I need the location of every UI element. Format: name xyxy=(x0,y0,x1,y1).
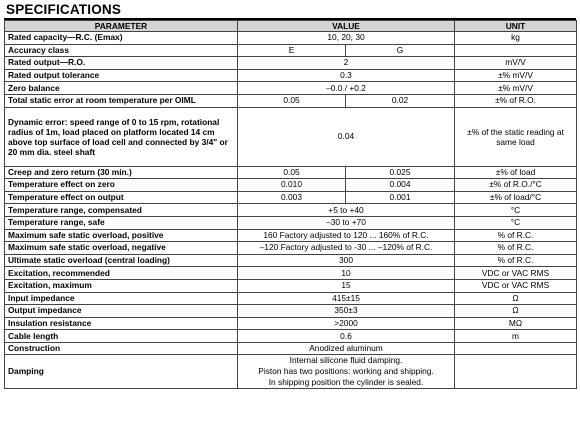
value-cell: 160 Factory adjusted to 120 ... 160% of R.C. xyxy=(238,229,455,242)
param-cell: Temperature range, compensated xyxy=(5,204,238,217)
param-cell: Maximum safe static overload, negative xyxy=(5,242,238,255)
table-row xyxy=(5,292,577,305)
unit-cell: ±% mV/V xyxy=(455,69,577,82)
value-cell: 0.6 xyxy=(238,330,455,343)
param-cell: Temperature effect on zero xyxy=(5,179,238,192)
table-row xyxy=(5,279,577,292)
damping-line: Piston has two positions: working and shipping. xyxy=(258,366,434,377)
value-cell-g: 0.02 xyxy=(346,94,455,107)
header-row xyxy=(5,21,577,32)
param-cell: Rated output—R.O. xyxy=(5,57,238,70)
table-row xyxy=(5,44,577,57)
param-cell: Creep and zero return (30 min.) xyxy=(5,166,238,179)
table-row xyxy=(5,267,577,280)
param-cell: Rated output tolerance xyxy=(5,69,238,82)
unit-cell: MΩ xyxy=(455,317,577,330)
specifications-sheet xyxy=(4,2,576,389)
unit-cell xyxy=(455,342,577,355)
value-cell xyxy=(238,355,455,389)
table-row xyxy=(5,216,577,229)
unit-cell: % of R.C. xyxy=(455,254,577,267)
unit-cell: Ω xyxy=(455,305,577,318)
table-row xyxy=(5,330,577,343)
value-cell: 350±3 xyxy=(238,305,455,318)
param-cell: Damping xyxy=(5,355,238,389)
unit-cell: VDC or VAC RMS xyxy=(455,279,577,292)
page-title: SPECIFICATIONS xyxy=(4,2,576,20)
table-row xyxy=(5,342,577,355)
unit-cell: mV/V xyxy=(455,57,577,70)
table-row xyxy=(5,32,577,45)
unit-cell: ±% of load xyxy=(455,166,577,179)
value-cell-e: E xyxy=(238,44,346,57)
value-cell: 15 xyxy=(238,279,455,292)
table-row xyxy=(5,242,577,255)
value-cell-g: G xyxy=(346,44,455,57)
table-row xyxy=(5,204,577,217)
unit-cell: ±% mV/V xyxy=(455,82,577,95)
value-cell: Anodized aluminum xyxy=(238,342,455,355)
damping-line: In shipping position the cylinder is sealed. xyxy=(268,377,424,388)
value-cell-e: 0.05 xyxy=(238,94,346,107)
param-cell: Rated capacity—R.C. (Emax) xyxy=(5,32,238,45)
unit-cell: % of R.C. xyxy=(455,229,577,242)
param-cell: Output impedance xyxy=(5,305,238,318)
param-cell: Insulation resistance xyxy=(5,317,238,330)
unit-cell: VDC or VAC RMS xyxy=(455,267,577,280)
unit-cell xyxy=(455,44,577,57)
table-row xyxy=(5,82,577,95)
unit-cell: ±% of the static reading at same load xyxy=(455,107,577,166)
value-cell: 10 xyxy=(238,267,455,280)
value-cell-g: 0.025 xyxy=(346,166,455,179)
table-row xyxy=(5,254,577,267)
unit-cell: ±% of R.O. xyxy=(455,94,577,107)
param-cell: Accuracy class xyxy=(5,44,238,57)
param-cell: Input impedance xyxy=(5,292,238,305)
table-row xyxy=(5,166,577,179)
param-cell: Excitation, recommended xyxy=(5,267,238,280)
value-cell-e: 0.05 xyxy=(238,166,346,179)
param-cell: Zero balance xyxy=(5,82,238,95)
value-cell-e: 0.003 xyxy=(238,191,346,204)
value-cell: +5 to +40 xyxy=(238,204,455,217)
table-row xyxy=(5,57,577,70)
param-cell: Maximum safe static overload, positive xyxy=(5,229,238,242)
table-row xyxy=(5,305,577,318)
unit-cell: kg xyxy=(455,32,577,45)
param-cell: Total static error at room temperature per OIML xyxy=(5,94,238,107)
value-cell-e: 0.010 xyxy=(238,179,346,192)
unit-cell: % of R.C. xyxy=(455,242,577,255)
unit-cell: ±% of load/°C xyxy=(455,191,577,204)
value-cell: 415±15 xyxy=(238,292,455,305)
unit-cell xyxy=(455,355,577,389)
header-value: VALUE xyxy=(238,21,455,32)
table-row xyxy=(5,94,577,107)
value-cell-g: 0.001 xyxy=(346,191,455,204)
value-cell: 0.04 xyxy=(238,107,455,166)
value-cell: 300 xyxy=(238,254,455,267)
param-cell: Temperature range, safe xyxy=(5,216,238,229)
table-row xyxy=(5,317,577,330)
table-row xyxy=(5,229,577,242)
unit-cell: °C xyxy=(455,204,577,217)
table-row xyxy=(5,355,577,389)
param-cell: Dynamic error: speed range of 0 to 15 rpm, rotational radius of 1m, load placed on platform located 14 cm above top surface of load cell and connected by 3/4" or 20 mm dia. steel shaft xyxy=(5,107,238,166)
value-cell-g: 0.004 xyxy=(346,179,455,192)
unit-cell: °C xyxy=(455,216,577,229)
table-row xyxy=(5,191,577,204)
value-cell: 0.3 xyxy=(238,69,455,82)
damping-line: Internal silicone fluid damping. xyxy=(289,355,403,366)
value-cell: 10, 20, 30 xyxy=(238,32,455,45)
param-cell: Temperature effect on output xyxy=(5,191,238,204)
param-cell: Excitation, maximum xyxy=(5,279,238,292)
header-parameter: PARAMETER xyxy=(5,21,238,32)
param-cell: Construction xyxy=(5,342,238,355)
unit-cell: Ω xyxy=(455,292,577,305)
specifications-table xyxy=(4,20,577,389)
value-cell: >2000 xyxy=(238,317,455,330)
table-row xyxy=(5,69,577,82)
value-cell: –120 Factory adjusted to -30 ... –120% of R.C. xyxy=(238,242,455,255)
value-cell: 2 xyxy=(238,57,455,70)
table-row xyxy=(5,179,577,192)
param-cell: Ultimate static overload (central loading) xyxy=(5,254,238,267)
value-cell: –30 to +70 xyxy=(238,216,455,229)
value-cell: –0.0 / +0.2 xyxy=(238,82,455,95)
param-cell: Cable length xyxy=(5,330,238,343)
unit-cell: ±% of R.O./°C xyxy=(455,179,577,192)
unit-cell: m xyxy=(455,330,577,343)
header-unit: UNIT xyxy=(455,21,577,32)
table-row xyxy=(5,107,577,166)
